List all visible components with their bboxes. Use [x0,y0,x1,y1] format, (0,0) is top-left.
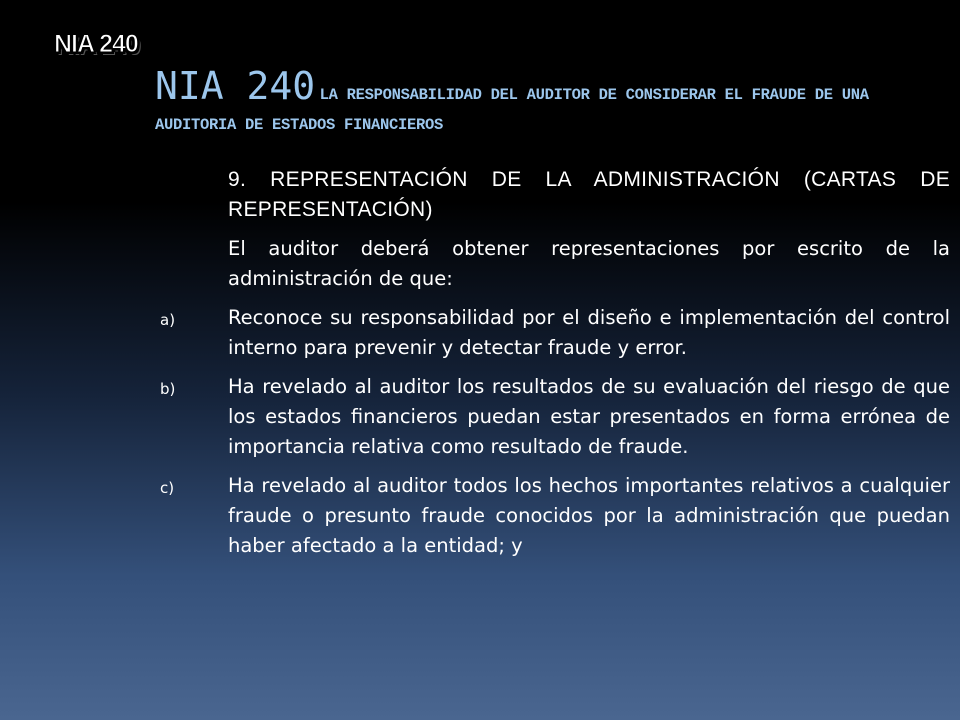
list-item [160,372,950,462]
title-subtitle: LA RESPONSABILIDAD DEL AUDITOR DE CONSIDERAR EL FRAUDE DE UNA AUDITORIA DE ESTADOS FINANCIEROS [155,86,869,134]
list-item-text: Ha revelado al auditor los resultados de su evaluación del riesgo de que los estados financieros puedan estar presentados en forma errónea de importancia relativa como resultado de fraude. [228,375,950,458]
list-item [160,303,950,363]
list-marker: c) [160,479,175,497]
intro-paragraph: El auditor deberá obtener representaciones por escrito de la administración de que: [228,237,950,290]
section-heading: 9. REPRESENTACIÓN DE LA ADMINISTRACIÓN (CARTAS DE REPRESENTACIÓN) [228,168,950,221]
list-item-text: Reconoce su responsabilidad por el diseño e implementación del control interno para prevenir y detectar fraude y error. [228,306,950,359]
corner-tag: NIA 240 [54,30,138,58]
slide-title [155,64,945,140]
title-main: NIA 240 [155,64,316,108]
list-item-text: Ha revelado al auditor todos los hechos importantes relativos a cualquier fraude o presunto fraude conocidos por la administración que puedan haber afectado a la entidad; y [228,474,950,557]
slide-body [160,165,950,570]
list-item [160,471,950,561]
list-marker: a) [160,311,176,329]
list-marker: b) [160,380,176,398]
